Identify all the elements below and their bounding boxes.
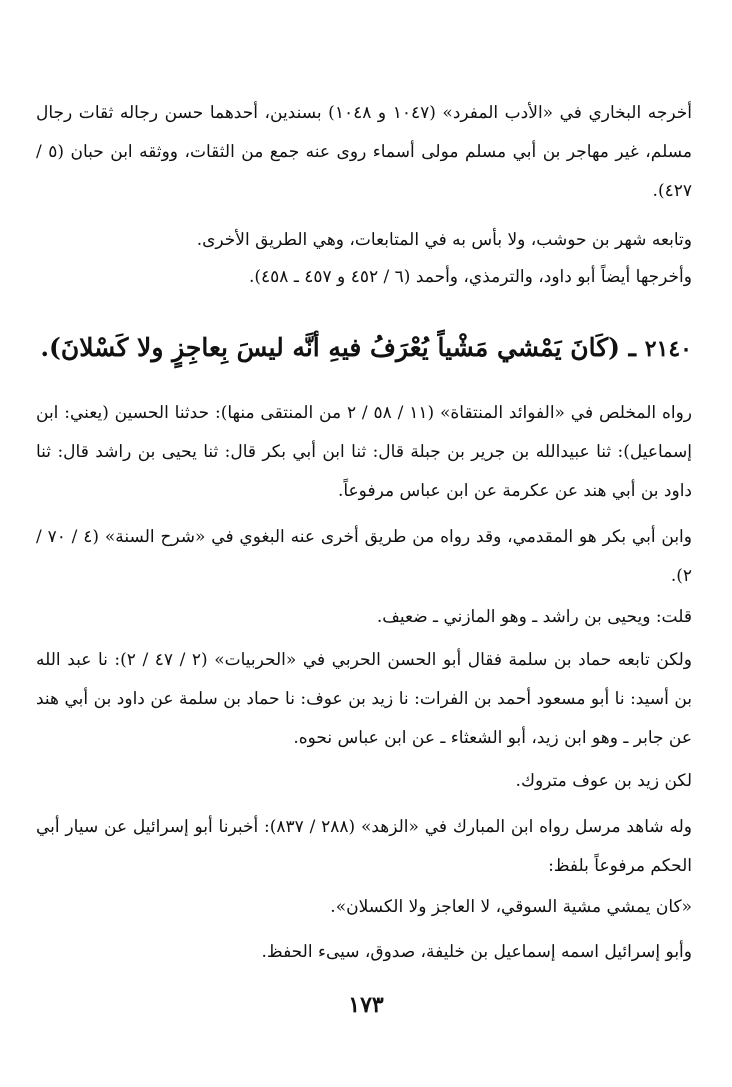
paragraph-zayd-matruk: لكن زيد بن عوف متروك. (515, 771, 692, 791)
paragraph-takhrij-bukhari: أخرجه البخاري في «الأدب المفرد» (١٠٤٧ و ١٠٤٨) بسندين، أحدهما حسن رجاله ثقات رجال مسلم، غير مهاجر بن أبي مسلم مولى أسماء روى عنه جمع من الثقات، ووثقه ابن حبان (٥ / ٤٢٧). (36, 103, 692, 201)
paragraph-mukhlis: رواه المخلص في «الفوائد المنتقاة» (١١ / ٥٨ / ٢ من المنتقى منها): حدثنا الحسين (يعني: ابن إسماعيل): ثنا عبيدالله بن جرير بن جبلة قال: ثنا ابن أبي بكر قال: ثنا يحيى بن راشد قال: ثنا داود بن أبي هند عن عكرمة عن ابن عباس مرفوعاً. (36, 403, 693, 501)
page-number: ١٧٣ (348, 992, 384, 1018)
hadith-heading (36, 326, 692, 371)
hadith-text: ـ (كَانَ يَمْشي مَشْياً يُعْرَفُ فيهِ أنَّه ليسَ بِعاجِزٍ ولا كَسْلانَ). (40, 333, 637, 362)
paragraph-hadith-mursal-text: «كان يمشي مشية السوقي، لا العاجز ولا الكسلان». (330, 897, 692, 917)
paragraph-mutabaa-shahr: وتابعه شهر بن حوشب، ولا بأس به في المتابعات، وهي الطريق الأخرى. (196, 230, 692, 250)
paragraph-yahya-daif: قلت: ويحيى بن راشد ـ وهو المازني ـ ضعيف. (376, 607, 692, 627)
paragraph-abu-israil: وأبو إسرائيل اسمه إسماعيل بن خليفة، صدوق، سيىء الحفظ. (261, 942, 692, 962)
paragraph-takhrij-others: وأخرجها أيضاً أبو داود، والترمذي، وأحمد (٦ / ٤٥٢ و ٤٥٧ ـ ٤٥٨). (249, 267, 692, 287)
paragraph-ibn-mubarak: وله شاهد مرسل رواه ابن المبارك في «الزهد» (٢٨٨ / ٨٣٧): أخبرنا أبو إسرائيل عن سيار أبي الحكم مرفوعاً بلفظ: (36, 817, 692, 876)
paragraph-baghawi: وابن أبي بكر هو المقدمي، وقد رواه من طريق أخرى عنه البغوي في «شرح السنة» (٤ / ٧٠ / ٢). (36, 527, 692, 586)
hadith-number: ٢١٤٠ (644, 336, 692, 362)
paragraph-harbi: ولكن تابعه حماد بن سلمة فقال أبو الحسن الحربي في «الحربيات» (٢ / ٤٧ / ٢): نا عبد الله بن أسيد: نا أبو مسعود أحمد بن الفرات: نا زيد بن عوف: نا حماد بن سلمة عن داود بن أبي هند عن جابر ـ وهو ابن زيد، أبو الشعثاء ـ عن ابن عباس نحوه. (36, 650, 693, 748)
